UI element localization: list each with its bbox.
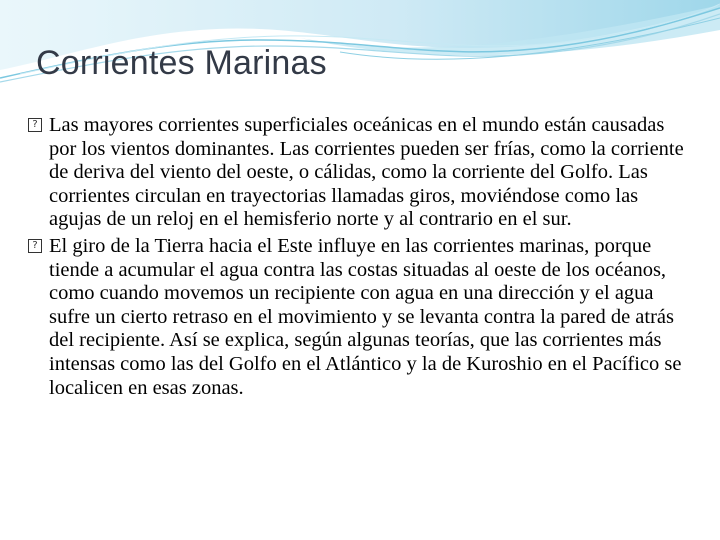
paragraph [28,114,688,232]
paragraph [28,235,688,400]
missing-glyph-icon [28,239,42,253]
slide-title: Corrientes Marinas [36,44,327,82]
slide-body [28,114,688,403]
paragraph-text: El giro de la Tierra hacia el Este influye en las corrientes marinas, porque tiende a acumular el agua contra las costas situadas al oeste de los océanos, como cuando movemos un recipiente con agua en una dirección y el agua sufre un cierto retraso en el movimiento y se levanta contra la pared de atrás del recipiente. Así se explica, según algunas teorías, que las corrientes más intensas como las del Golfo en el Atlántico y la de Kuroshio en el Pacífico se localicen en esas zonas. [49,234,682,399]
paragraph-text: Las mayores corrientes superficiales oceánicas en el mundo están causadas por los vientos dominantes. Las corrientes pueden ser frías, como la corriente de deriva del viento del oeste, o cálidas, como la corriente del Golfo. Las corrientes circulan en trayectorias llamadas giros, moviéndose como las agujas de un reloj en el hemisferio norte y al contrario en el sur. [49,114,684,231]
missing-glyph-icon [28,118,42,132]
